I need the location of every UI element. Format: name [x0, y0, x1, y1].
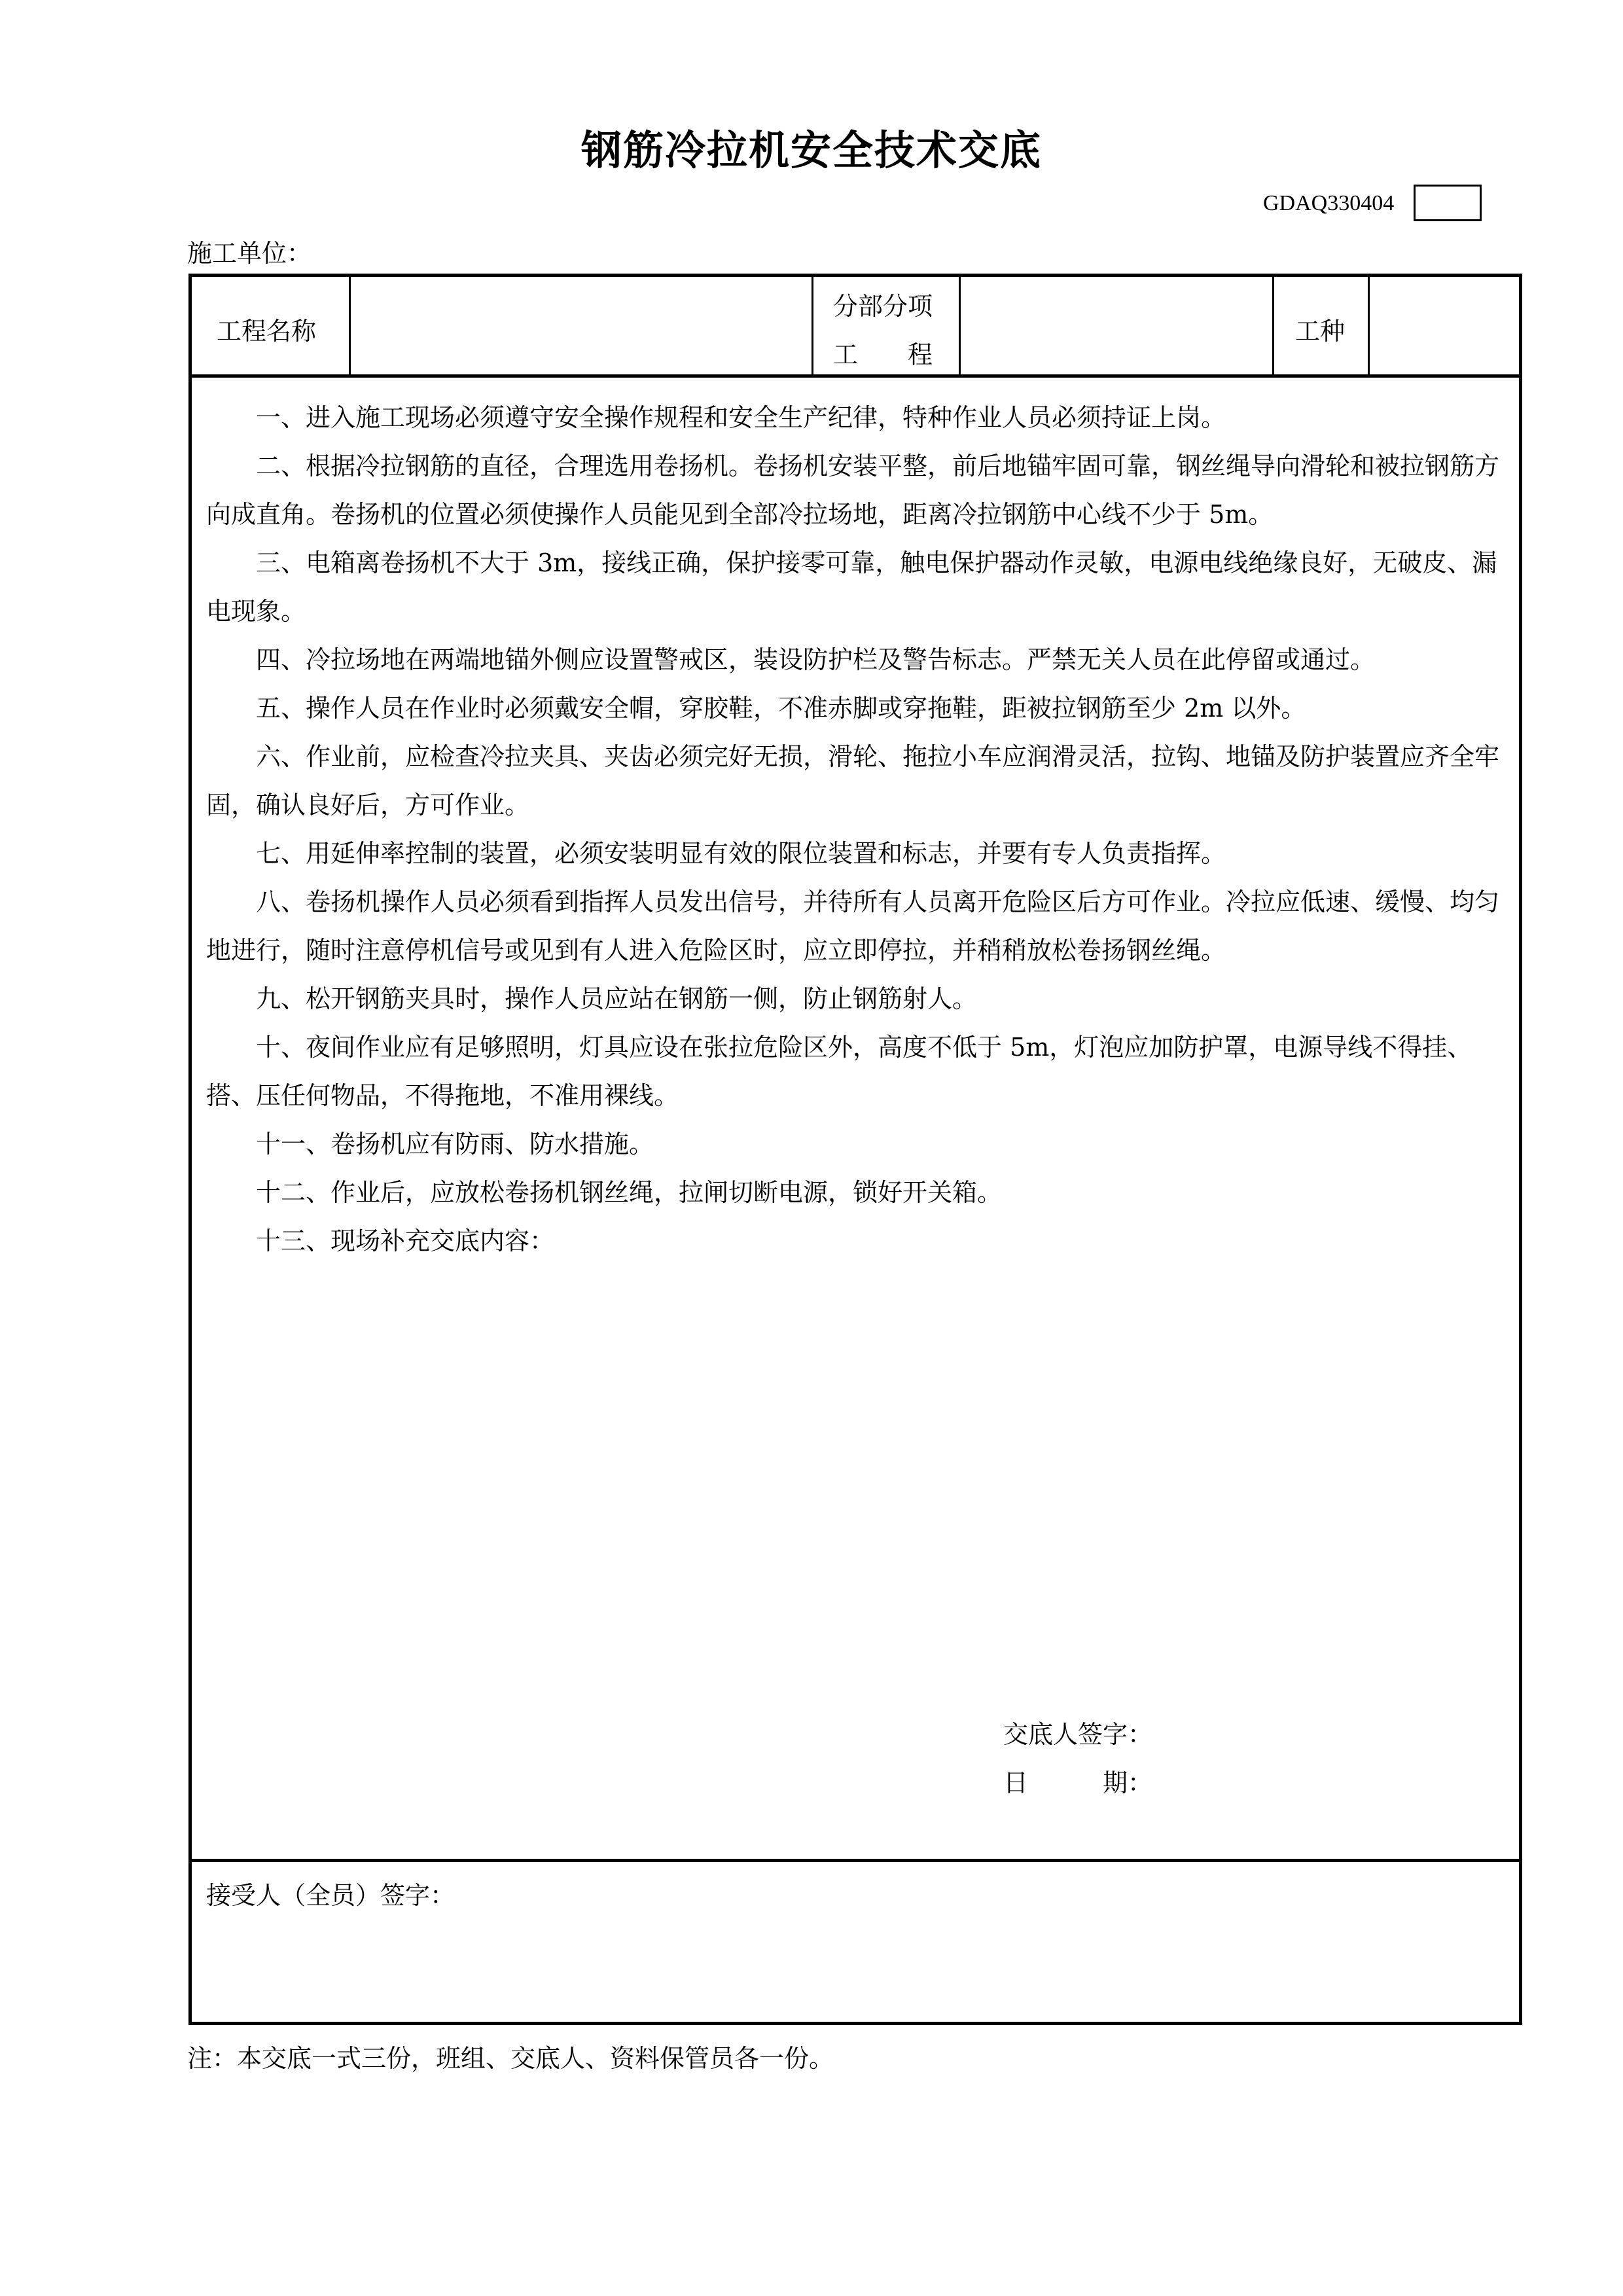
sub-project-label-line2: 工 程 — [833, 340, 933, 369]
trade-label: 工种 — [1295, 317, 1346, 346]
paragraph-7: 七、用延伸率控制的装置，必须安装明显有效的限位装置和标志，并要有专人负责指挥。 — [256, 839, 1226, 868]
paragraph-10: 十、夜间作业应有足够照明，灯具应设在张拉危险区外，高度不低于 5m，灯泡应加防护罩，电源导线不得挂、搭、压任何物品，不得拖地，不准用裸线。 — [206, 1033, 1472, 1110]
trade-field[interactable] — [1370, 277, 1519, 374]
code-suffix-box[interactable] — [1414, 185, 1482, 221]
receiver-signature-area[interactable] — [192, 1862, 1519, 2022]
sub-project-field[interactable] — [961, 277, 1272, 374]
paragraph-12: 十二、作业后，应放松卷扬机钢丝绳，拉闸切断电源，锁好开关箱。 — [256, 1178, 1003, 1207]
paragraph-13: 十三、现场补充交底内容： — [256, 1227, 555, 1255]
content-section — [192, 378, 1519, 1862]
construction-unit-label: 施工单位： — [187, 239, 312, 268]
paragraph-6: 六、作业前，应检查冷拉夹具、夹齿必须完好无损，滑轮、拖拉小车应润滑灵活，拉钩、地锚及防护装置应齐全牢固，确认良好后，方可作业。 — [206, 742, 1500, 819]
paragraph-2: 二、根据冷拉钢筋的直径，合理选用卷扬机。卷扬机安装平整，前后地锚牢固可靠，钢丝绳导向滑轮和被拉钢筋方向成直角。卷扬机的位置必须使操作人员能见到全部冷拉场地，距离冷拉钢筋中心线不少于 5m。 — [206, 452, 1500, 529]
disclosure-table — [188, 274, 1522, 2025]
paragraph-1: 一、进入施工现场必须遵守安全操作规程和安全生产纪律，特种作业人员必须持证上岗。 — [256, 403, 1226, 432]
document-code: GDAQ330404 — [1263, 191, 1395, 215]
paragraph-9: 九、松开钢筋夹具时，操作人员应站在钢筋一侧，防止钢筋射人。 — [256, 984, 978, 1013]
paragraph-5: 五、操作人员在作业时必须戴安全帽，穿胶鞋，不准赤脚或穿拖鞋，距被拉钢筋至少 2m 以外。 — [256, 694, 1306, 723]
sub-project-label-line1: 分部分项 — [833, 292, 933, 321]
paragraph-11: 十一、卷扬机应有防雨、防水措施。 — [256, 1130, 654, 1158]
receiver-signature-label: 接受人（全员）签字： — [206, 1881, 455, 1910]
date-label: 日 期： — [1003, 1768, 1153, 1797]
paragraph-8: 八、卷扬机操作人员必须看到指挥人员发出信号，并待所有人员离开危险区后方可作业。冷拉应低速、缓慢、均匀地进行，随时注意停机信号或见到有人进入危险区时，应立即停拉，并稍稍放松卷扬钢丝绳。 — [206, 888, 1500, 965]
paragraph-4: 四、冷拉场地在两端地锚外侧应设置警戒区，装设防护栏及警告标志。严禁无关人员在此停留或通过。 — [256, 645, 1376, 674]
header-row — [192, 277, 1519, 378]
signer-label: 交底人签字： — [1003, 1720, 1153, 1749]
divider — [812, 277, 813, 374]
footer-note: 注：本交底一式三份，班组、交底人、资料保管员各一份。 — [187, 2044, 834, 2073]
divider — [1272, 277, 1274, 374]
document-title: 钢筋冷拉机安全技术交底 — [580, 126, 1042, 174]
project-name-label: 工程名称 — [217, 317, 317, 346]
paragraph-3: 三、电箱离卷扬机不大于 3m，接线正确，保护接零可靠，触电保护器动作灵敏，电源电线绝缘良好，无破皮、漏电现象。 — [206, 548, 1497, 626]
project-name-field[interactable] — [351, 277, 812, 374]
